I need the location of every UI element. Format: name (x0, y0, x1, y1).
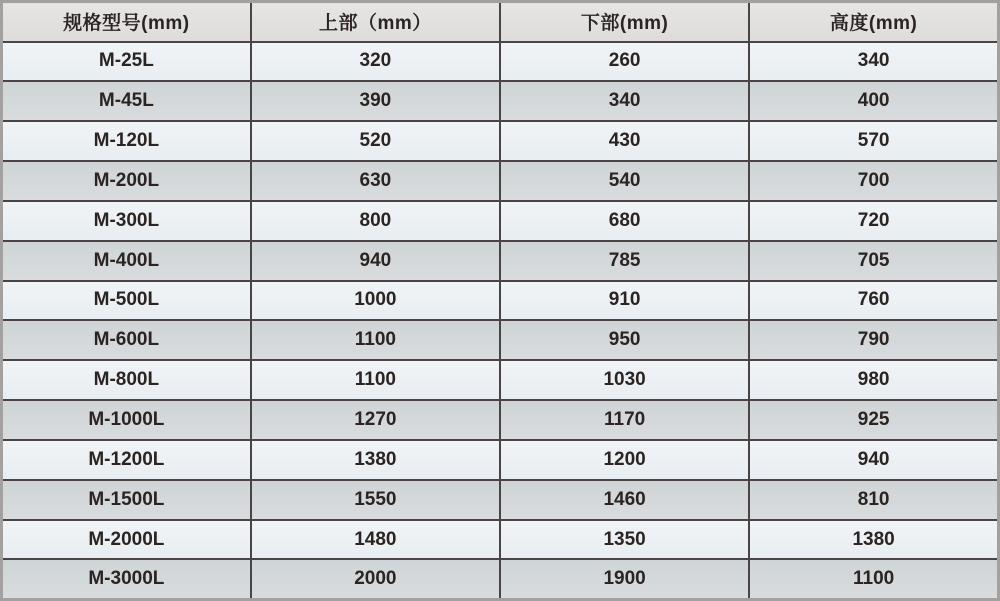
table-row (2, 360, 999, 400)
table-row (2, 400, 999, 440)
table-row (2, 440, 999, 480)
value-cell: 520 (251, 121, 500, 161)
table-row (2, 161, 999, 201)
table-row (2, 81, 999, 121)
model-cell: M-1000L (2, 400, 251, 440)
model-cell: M-500L (2, 281, 251, 321)
value-cell: 390 (251, 81, 500, 121)
value-cell: 940 (251, 241, 500, 281)
value-cell: 430 (500, 121, 749, 161)
value-cell: 340 (500, 81, 749, 121)
model-cell: M-300L (2, 201, 251, 241)
header-cell-height: 高度(mm) (749, 2, 998, 42)
value-cell: 1000 (251, 281, 500, 321)
model-cell: M-45L (2, 81, 251, 121)
model-cell: M-3000L (2, 559, 251, 599)
value-cell: 925 (749, 400, 998, 440)
value-cell: 1480 (251, 520, 500, 560)
table-row (2, 320, 999, 360)
model-cell: M-400L (2, 241, 251, 281)
value-cell: 1030 (500, 360, 749, 400)
value-cell: 1350 (500, 520, 749, 560)
value-cell: 800 (251, 201, 500, 241)
model-cell: M-25L (2, 42, 251, 82)
model-cell: M-200L (2, 161, 251, 201)
table-row (2, 201, 999, 241)
value-cell: 540 (500, 161, 749, 201)
value-cell: 810 (749, 480, 998, 520)
value-cell: 950 (500, 320, 749, 360)
model-cell: M-120L (2, 121, 251, 161)
table-row (2, 520, 999, 560)
value-cell: 1460 (500, 480, 749, 520)
value-cell: 980 (749, 360, 998, 400)
value-cell: 790 (749, 320, 998, 360)
value-cell: 1200 (500, 440, 749, 480)
value-cell: 260 (500, 42, 749, 82)
value-cell: 1900 (500, 559, 749, 599)
value-cell: 1550 (251, 480, 500, 520)
value-cell: 760 (749, 281, 998, 321)
value-cell: 785 (500, 241, 749, 281)
table-row (2, 121, 999, 161)
model-cell: M-2000L (2, 520, 251, 560)
value-cell: 340 (749, 42, 998, 82)
header-cell-lower: 下部(mm) (500, 2, 749, 42)
value-cell: 1100 (251, 320, 500, 360)
value-cell: 1100 (749, 559, 998, 599)
header-cell-model: 规格型号(mm) (2, 2, 251, 42)
value-cell: 720 (749, 201, 998, 241)
header-row (2, 2, 999, 42)
value-cell: 1100 (251, 360, 500, 400)
table-row (2, 281, 999, 321)
model-cell: M-1500L (2, 480, 251, 520)
header-cell-upper: 上部（mm） (251, 2, 500, 42)
value-cell: 1380 (251, 440, 500, 480)
table-row (2, 559, 999, 599)
model-cell: M-1200L (2, 440, 251, 480)
value-cell: 630 (251, 161, 500, 201)
value-cell: 940 (749, 440, 998, 480)
model-cell: M-800L (2, 360, 251, 400)
value-cell: 2000 (251, 559, 500, 599)
table-row (2, 480, 999, 520)
value-cell: 570 (749, 121, 998, 161)
spec-table-header (2, 2, 999, 42)
value-cell: 1170 (500, 400, 749, 440)
value-cell: 910 (500, 281, 749, 321)
spec-table-body (2, 42, 999, 600)
model-cell: M-600L (2, 320, 251, 360)
value-cell: 700 (749, 161, 998, 201)
value-cell: 705 (749, 241, 998, 281)
value-cell: 1270 (251, 400, 500, 440)
value-cell: 400 (749, 81, 998, 121)
value-cell: 320 (251, 42, 500, 82)
value-cell: 680 (500, 201, 749, 241)
table-row (2, 241, 999, 281)
value-cell: 1380 (749, 520, 998, 560)
table-row (2, 42, 999, 82)
